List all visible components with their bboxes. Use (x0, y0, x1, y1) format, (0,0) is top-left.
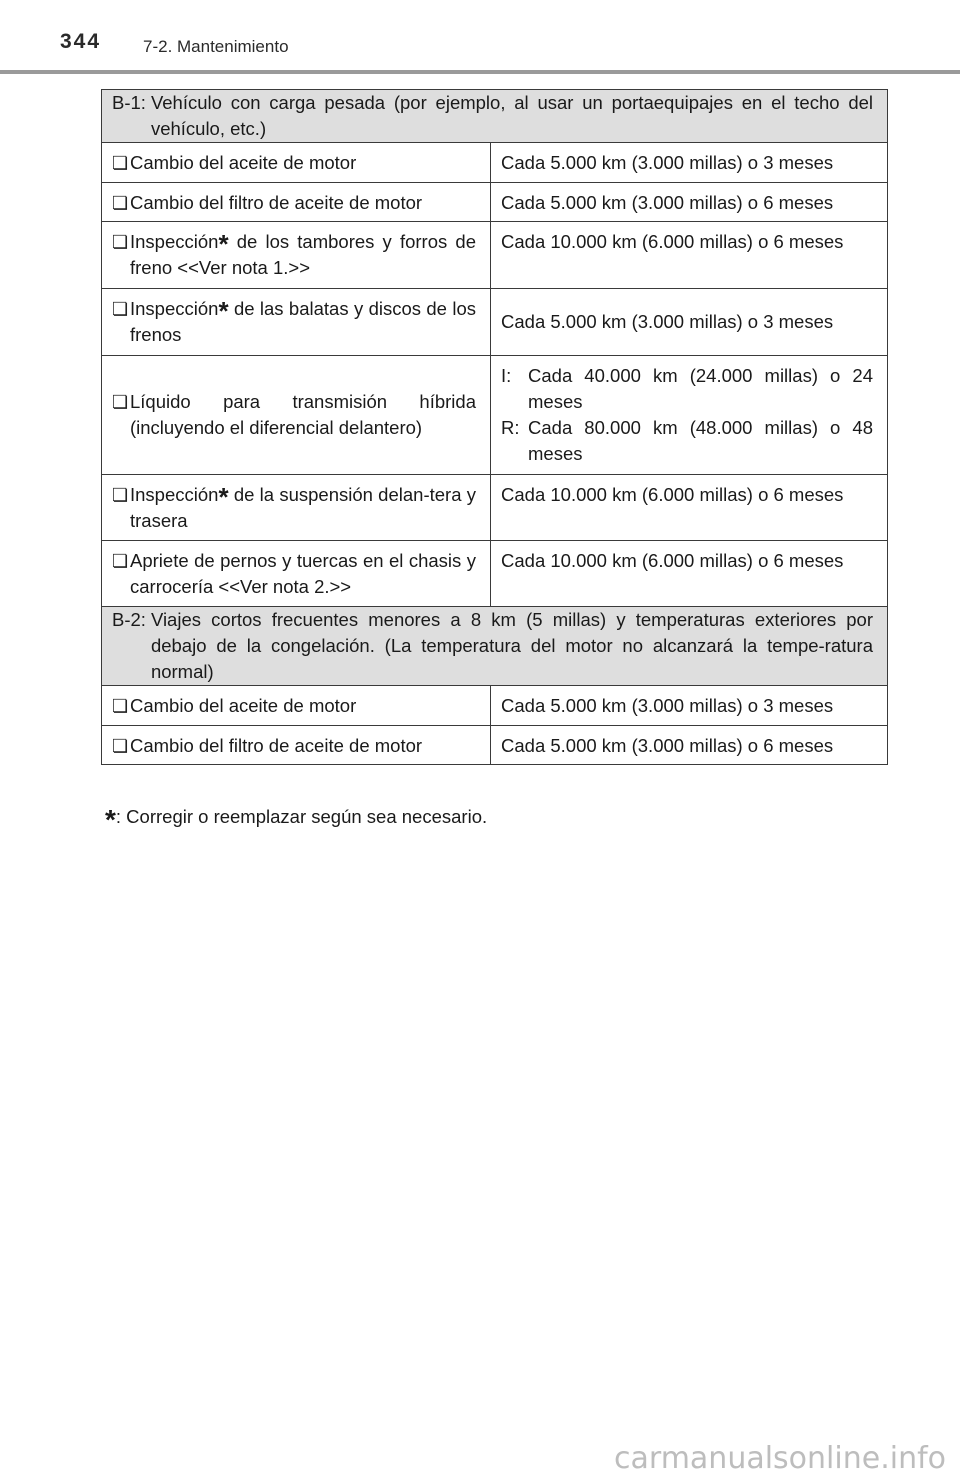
table-row (102, 541, 888, 607)
asterisk-icon: * (218, 229, 229, 259)
asterisk-icon: * (105, 804, 116, 835)
item-cell (102, 686, 491, 726)
table-row (102, 289, 888, 356)
table-row (102, 726, 888, 765)
table-row (102, 143, 888, 183)
asterisk-icon: * (218, 482, 229, 512)
checkbox-icon: ❏ (112, 299, 129, 319)
interval-text: Cada 10.000 km (6.000 millas) o 6 meses (501, 484, 844, 505)
table-row (102, 686, 888, 726)
interval-cell (491, 541, 888, 607)
interval-cell (491, 686, 888, 726)
item-cell (102, 726, 491, 765)
maintenance-schedule-table (101, 89, 888, 765)
item-cell (102, 475, 491, 541)
asterisk-icon: * (218, 296, 229, 326)
item-text: de las balatas y discos de los frenos (130, 298, 476, 345)
table-row (102, 222, 888, 289)
header-divider (0, 70, 960, 74)
table-row (102, 356, 888, 475)
interval-text: Cada 5.000 km (3.000 millas) o 3 meses (501, 152, 834, 173)
section-header-b1 (102, 90, 888, 143)
interval-cell (491, 183, 888, 222)
table-row (102, 183, 888, 222)
interval-cell (491, 475, 888, 541)
interval-cell (491, 222, 888, 289)
item-text: Cambio del filtro de aceite de motor (130, 735, 423, 756)
interval-cell (491, 289, 888, 356)
interval-text: Cada 5.000 km (3.000 millas) o 3 meses (501, 311, 834, 332)
interval-text: Cada 10.000 km (6.000 millas) o 6 meses (501, 550, 844, 571)
checkbox-icon: ❏ (112, 232, 129, 252)
interval-text: Cada 10.000 km (6.000 millas) o 6 meses (501, 231, 844, 252)
item-cell (102, 222, 491, 289)
item-cell (102, 289, 491, 356)
section-header-row-b2 (102, 607, 888, 686)
item-text: Inspección (130, 231, 219, 252)
checkbox-icon: ❏ (112, 485, 129, 505)
item-cell (102, 183, 491, 222)
item-text: Líquido para transmisión híbrida (incluyendo el diferencial delantero) (130, 391, 476, 438)
item-text: Inspección (130, 484, 219, 505)
interval-text: Cada 5.000 km (3.000 millas) o 3 meses (501, 695, 834, 716)
section-label: B-1: (112, 92, 146, 113)
interval-cell (491, 726, 888, 765)
page-header (0, 0, 960, 76)
checkbox-icon: ❏ (112, 153, 129, 173)
checkbox-icon: ❏ (112, 736, 129, 756)
footnote-text: : Corregir o reemplazar según sea necesario. (115, 806, 488, 827)
item-cell (102, 541, 491, 607)
interval-label-r: R: (501, 417, 520, 438)
checkbox-icon: ❏ (112, 193, 129, 213)
checkbox-icon: ❏ (112, 392, 129, 412)
interval-text: Cada 80.000 km (48.000 millas) o 48 meses (528, 417, 874, 464)
item-text: Cambio del filtro de aceite de motor (130, 192, 423, 213)
item-cell (102, 143, 491, 183)
section-header-row-b1 (102, 90, 888, 143)
page-number: 344 (60, 30, 102, 53)
checkbox-icon: ❏ (112, 551, 129, 571)
item-text: Inspección (130, 298, 219, 319)
interval-text: Cada 5.000 km (3.000 millas) o 6 meses (501, 192, 834, 213)
section-description: Vehículo con carga pesada (por ejemplo, al usar un portaequipajes en el techo del vehículo, etc.) (150, 92, 874, 139)
item-text: de la suspensión delan-tera y trasera (130, 484, 476, 531)
watermark: carmanualsonline.info (614, 1441, 946, 1476)
section-title: 7-2. Mantenimiento (143, 37, 289, 56)
item-text: Cambio del aceite de motor (130, 152, 357, 173)
checkbox-icon: ❏ (112, 696, 129, 716)
item-text: Apriete de pernos y tuercas en el chasis y carrocería <<Ver nota 2.>> (130, 550, 476, 597)
interval-cell (491, 356, 888, 475)
section-header-b2 (102, 607, 888, 686)
section-description: Viajes cortos frecuentes menores a 8 km (5 millas) y temperaturas exteriores por debajo de la congelación. (La temperatura del motor no alcanzará la tempe-ratura normal) (150, 609, 874, 682)
table-row (102, 475, 888, 541)
interval-text: Cada 5.000 km (3.000 millas) o 6 meses (501, 735, 834, 756)
item-text: Cambio del aceite de motor (130, 695, 357, 716)
footnote (105, 804, 488, 835)
section-label: B-2: (112, 609, 146, 630)
interval-label-i: I: (501, 365, 512, 386)
item-text: de los tambores y forros de freno <<Ver nota 1.>> (130, 231, 476, 278)
interval-text: Cada 40.000 km (24.000 millas) o 24 meses (528, 365, 874, 412)
interval-cell (491, 143, 888, 183)
item-cell (102, 356, 491, 475)
